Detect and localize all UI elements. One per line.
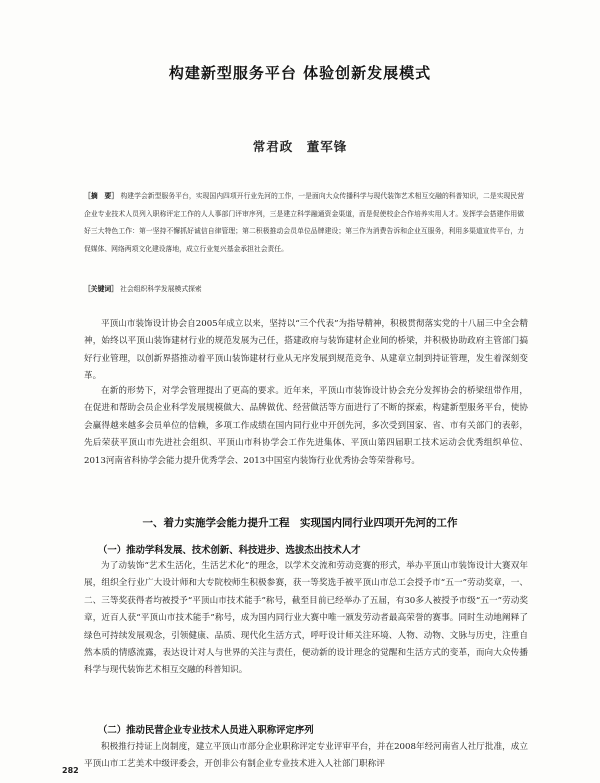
article-authors: 常君政 董军锋 [252,139,348,154]
subsection-1-heading: （一）推动学科发展、技术创新、科技进步、选拔杰出技术人才 [98,545,361,556]
keywords-text: 社会组织科学发展模式探索 [120,285,202,293]
abstract [84,188,524,258]
section-1-heading: 一、着力实施学会能力提升工程 实现国内同行业四项开先河的工作 [142,517,458,529]
body-paragraph-1: 平顶山市装饰设计协会自2005年成立以来，坚持以“三个代表”为指导精神，积极贯彻落实党的十八届三中全会精神，始终以平顶山装饰建材行业的规范发展为己任，搭建政府与装饰建材企业间的桥梁，并积极协助政府主管部门搞好行业管理，以创新界搭推动着平顶山装饰建材行业从无序发展到规范竞争、从建章立制到持证管理，发生着深刻变革。 [84,319,528,382]
abstract-label: ［摘 要］ [84,192,119,200]
keywords [84,283,524,295]
article-title: 构建新型服务平台 体验创新发展模式 [168,64,432,82]
abstract-text: 构建学会新型服务平台，实现国内四项开行业先河的工作，一是面向大众传播科学与现代装饰艺术相互交融的科普知识，二是实现民营企业专业技术人员列入职称评定工作的人人事部门评审序列，三是建立科学融通资金渠道，而是促使校企合作培养实用人才。发挥学会搭建作用做好三大特色工作：第一坚持不懈抓好诚信自律管理；第二积极推动会员单位品牌建设；第三作为消费告诉和企业互服务，利用多渠道宣传平台，力促媒体、网络两项文化建设落地，成立行业复兴基金承担社会责任。 [84,192,525,253]
subsection-2-heading: （二）推动民营企业专业技术人员进入职称评定序列 [98,725,314,736]
body-paragraph-4: 积极推行持证上岗制度，建立平顶山市部分企业职称评定专业评审平台，并在2008年经河南省人社厅批准，成立平顶山市工艺美术中级评委会，开创非公有制企业专业技术进入人社部门职称评 [84,742,528,770]
body-paragraph-3: 为了动装饰“艺术生活化，生活艺术化”的理念，以学术交流和劳动竞赛的形式，举办平顶山市装饰设计大赛双年展，组织全行业广大设计师和大专院校师生积极参赛，获一等奖选手被平顶山市总工会授予市“五一”劳动奖章，一、二、三等奖获得者均被授予“平顶山市技术能手”称号，截至目前已经举办了五届，有30多人被授予市级“五一”劳动奖章，近百人获“平顶山市技术能手”称号，成为国内同行业大赛中唯一颁发劳动者最高荣誉的赛事。同时生动地阐释了绿色可持续发展观念，引领健康、品质、现代化生活方式，呼吁设计师关注环境、人物、动物、文脉与历史，注重自然本质的情感流露，表达设计对人与世界的关注与责任，便动新的设计理念的觉醒和生活方式的变革，而向大众传播科学与现代装饰艺术相互交融的科普知识。 [84,561,528,676]
body-paragraph-2: 在新的形势下，对学会管理提出了更高的要求。近年来，平顶山市装饰设计协会充分发挥协会的桥梁纽带作用，在促进和帮助会员企业科学发展规模做大、品牌做优、经营做活等方面进行了不断的探索，构建新型服务平台，使协会赢得越来越多会员单位的信赖，多项工作成绩在国内同行业中开创先河，多次受到国家、省、市有关部门的表彰，先后荣获平顶山市先进社会组织、平顶山市科协学会工作先进集体、平顶山第四届职工技术运动会优秀组织单位、2013河南省科协学会能力提升优秀学会、2013中国室内装饰行业优秀协会等荣誉称号。 [84,386,528,466]
keywords-label: ［关键词］ [84,285,118,293]
page-number: 282 [62,766,79,775]
